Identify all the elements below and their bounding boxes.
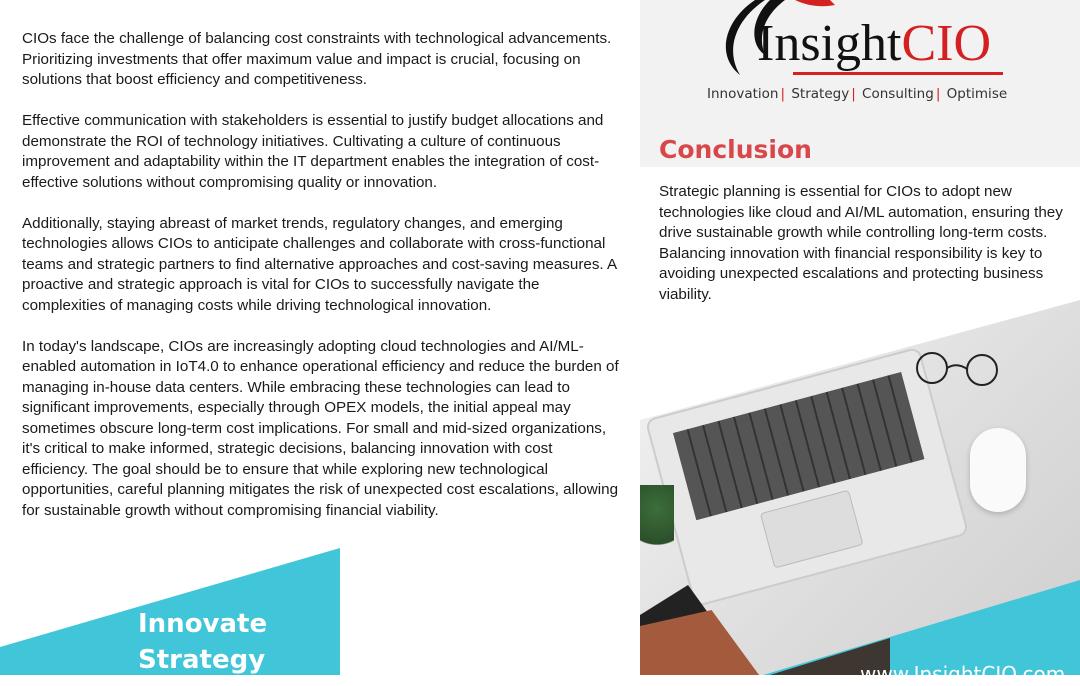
logo-underline bbox=[793, 72, 1003, 75]
mouse-image bbox=[970, 428, 1026, 512]
website-link[interactable]: www.InsightCIO.com bbox=[860, 662, 1066, 686]
tagline-line: Strategy bbox=[138, 645, 266, 675]
logo-word-insight: Insight bbox=[757, 15, 902, 72]
pillar: Optimise bbox=[946, 86, 1008, 102]
article-body bbox=[22, 29, 622, 542]
pillar: Consulting bbox=[862, 86, 934, 102]
conclusion-text: Strategic planning is essential for CIOs to adopt new technologies like cloud and AI/ML automation, ensuring they drive sustainable growth while controlling long-term costs. Balancing innovation with financial responsibility is key to avoiding unexpected escalations and protecting business viability. bbox=[659, 183, 1063, 303]
logo-pillars: Innovation | Strategy | Consulting | Optimise bbox=[707, 86, 1008, 102]
plant-image bbox=[640, 485, 674, 565]
glasses-image bbox=[910, 350, 1010, 386]
paragraph: CIOs face the challenge of balancing cost constraints with technological advancements. Prioritizing investments that offer maximum value and impact is crucial, focusing on solutions that boost efficiency and competitiveness. bbox=[22, 30, 612, 88]
tagline-line: Innovate bbox=[138, 609, 268, 639]
paragraph: In today's landscape, CIOs are increasingly adopting cloud technologies and AI/ML-enabled automation in IoT4.0 to enhance operational efficiency and reduce the burden of managing in-house data centers. While embracing these technologies can lead to significant improvements, especially through OPEX models, the initial appeal may sometimes obscure long-term cost implications. For small and mid-sized organizations, it's critical to make informed, strategic decisions, balancing innovation with cost efficiency. The goal should be to ensure that while exploring new technological opportunities, careful planning mitigates the risk of unexpected cost escalations, allowing for sustainable growth without compromising financial viability. bbox=[22, 337, 619, 519]
conclusion-heading: Conclusion bbox=[659, 135, 812, 164]
logo-wordmark bbox=[757, 12, 991, 76]
logo-word-cio: CIO bbox=[901, 15, 992, 72]
tagline bbox=[138, 606, 267, 678]
pillar: Strategy bbox=[791, 86, 850, 102]
paragraph: Effective communication with stakeholders is essential to justify budget allocations and demonstrate the ROI of technology initiatives. Cultivating a culture of continuous improvement and adaptability within the IT department enables the integration of cost-effective solutions without compromising quality or innovation. bbox=[22, 112, 604, 191]
pillar: Innovation bbox=[707, 86, 779, 102]
paragraph: Additionally, staying abreast of market trends, regulatory changes, and emerging technologies allows CIOs to anticipate challenges and collaborate with cross-functional teams and strategic partners to find alternative approaches and cost-saving measures. A proactive and strategic approach is vital for CIOs to successfully navigate the complexities of managing costs while driving technological innovation. bbox=[22, 214, 617, 314]
